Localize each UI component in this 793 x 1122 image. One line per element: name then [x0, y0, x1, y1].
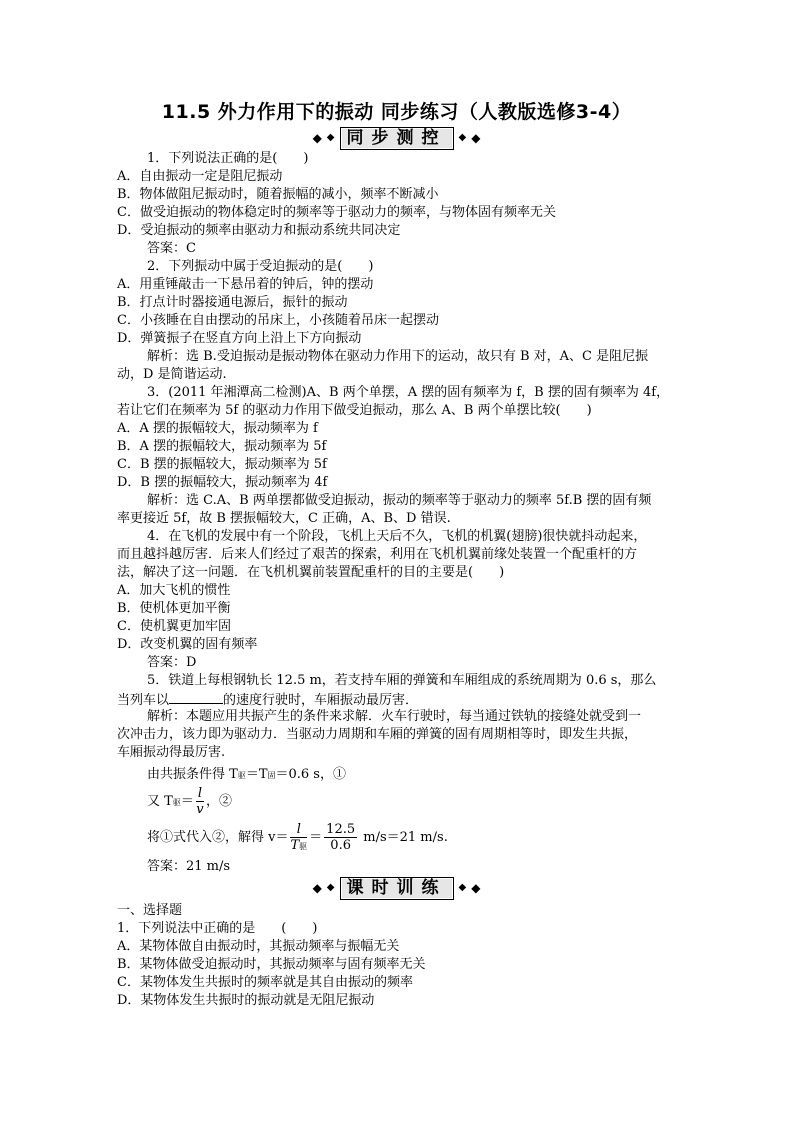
equation-1: 由共振条件得 T驱＝T固＝0.6 s，① [147, 767, 346, 782]
diamond-icon: ◆ [458, 882, 467, 893]
equation-3: 将①式代入②，解得 v＝ $\frac{l}{\text{T驱}}$ ＝ $\frac{12.5}{0.6}$ m/s＝21 m/s. [147, 821, 448, 853]
option: C．小孩睡在自由摆动的吊床上，小孩随着吊床一起摆动 [117, 313, 439, 328]
answer: 答案：D [147, 655, 197, 670]
question-stem: 而且越抖越厉害．后来人们经过了艰苦的探索，利用在飞机机翼前缘处装置一个配重杆的方 [117, 547, 638, 562]
diamond-icon: ◆ [458, 132, 467, 143]
option: D．改变机翼的固有频率 [117, 637, 258, 652]
option: D．弹簧振子在竖直方向上沿上下方向振动 [117, 331, 362, 346]
option: A．A 摆的振幅较大，振动频率为 f [117, 421, 318, 436]
fraction: $\frac{12.5}{0.6}$ [326, 822, 356, 853]
part-heading: 一、选择题 [117, 903, 183, 918]
option: A．加大飞机的惯性 [117, 583, 231, 598]
analysis: 解析：本题应用共振产生的条件来求解．火车行驶时，每当通过铁轨的接缝处就受到一 [147, 709, 642, 724]
option: D．某物体发生共振时的振动就是无阻尼振动 [117, 993, 375, 1008]
option: B．某物体做受迫振动时，其振动频率与固有频率无关 [117, 957, 426, 972]
question-stem [117, 690, 418, 710]
question-stem: 1．下列说法中正确的是 ( ) [117, 921, 318, 936]
diamond-icon: ◆ [312, 131, 322, 145]
option: B．A 摆的振幅较大，振动频率为 5f [117, 439, 327, 454]
answer-blank[interactable] [169, 690, 223, 704]
diamond-icon: ◆ [471, 131, 481, 145]
section-label: 同步测控 [340, 127, 454, 150]
option: B．使机体更加平衡 [117, 601, 231, 616]
diamond-icon: ◆ [471, 881, 481, 895]
fraction: $\frac{l}{v}$ [196, 786, 204, 817]
option: C．做受迫振动的物体稳定时的频率等于驱动力的频率，与物体固有频率无关 [117, 205, 556, 220]
stem-text: 当列车以 [117, 693, 170, 708]
diamond-icon: ◆ [326, 132, 335, 143]
analysis: 解析：选 B.受迫振动是振动物体在驱动力作用下的运动，故只有 B 对，A、C 是阻尼振 [147, 349, 649, 364]
option: A．用重锤敲击一下悬吊着的钟后，钟的摆动 [117, 277, 374, 292]
section-label: 课时训练 [340, 877, 454, 900]
stem-text: 的速度行驶时，车厢振动最厉害． [223, 693, 419, 708]
option: B．打点计时器接通电源后，振针的振动 [117, 295, 348, 310]
fraction: $\frac{l}{\text{T驱}}$ [290, 821, 308, 853]
option: D．受迫振动的频率由驱动力和振动系统共同决定 [117, 223, 401, 238]
question-stem: 5．铁道上每根钢轨长 12.5 m，若支持车厢的弹簧和车厢组成的系统周期为 0.6 s，那么 [147, 673, 657, 688]
option: B．物体做阻尼振动时，随着振幅的减小，频率不断减小 [117, 187, 439, 202]
section-header-keshi [0, 876, 793, 900]
question-stem: 若让它们在频率为 5f 的驱动力作用下做受迫振动，那么 A、B 两个单摆比较( ) [117, 403, 592, 418]
option: A．自由振动一定是阻尼振动 [117, 169, 283, 184]
analysis: 率更接近 5f，故 B 摆振幅较大，C 正确，A、B、D 错误. [117, 511, 451, 526]
question-stem: 法，解决了这一问题．在飞机机翼前装置配重杆的目的主要是( ) [117, 565, 505, 580]
option: C．B 摆的振幅较大，振动频率为 5f [117, 457, 327, 472]
answer: 答案：C [147, 241, 196, 256]
page-title: 11.5 外力作用下的振动 同步练习（人教版选修3-4） [161, 101, 632, 123]
option: D．B 摆的振幅较大，振动频率为 4f [117, 475, 328, 490]
analysis: 解析：选 C.A、B 两单摆都做受迫振动，振动的频率等于驱动力的频率 5f.B 摆的固有频 [147, 493, 652, 508]
option: A．某物体做自由振动时，其振动频率与振幅无关 [117, 939, 400, 954]
equation-2: 又 T驱＝ $\frac{l}{v}$ ，② [147, 786, 233, 817]
option: C．使机翼更加牢固 [117, 619, 231, 634]
question-stem: 3．(2011 年湘潭高二检测)A、B 两个单摆，A 摆的固有频率为 f，B 摆的固有频率为 4f， [147, 385, 670, 400]
question-stem: 2．下列振动中属于受迫振动的是( ) [147, 259, 374, 274]
analysis: 动，D 是简谐运动. [117, 367, 227, 382]
section-header-tongbu [0, 126, 793, 150]
question-stem: 4．在飞机的发展中有一个阶段，飞机上天后不久，飞机的机翼(翅膀)很快就抖动起来， [147, 529, 647, 544]
diamond-icon: ◆ [326, 882, 335, 893]
analysis: 车厢振动得最厉害. [117, 745, 226, 760]
question-stem: 1．下列说法正确的是( ) [147, 151, 309, 166]
diamond-icon: ◆ [312, 881, 322, 895]
answer: 答案：21 m/s [147, 859, 231, 874]
analysis: 次冲击力，该力即为驱动力．当驱动力周期和车厢的弹簧的固有周期相等时，即发生共振， [117, 727, 638, 742]
option: C．某物体发生共振时的频率就是其自由振动的频率 [117, 975, 413, 990]
